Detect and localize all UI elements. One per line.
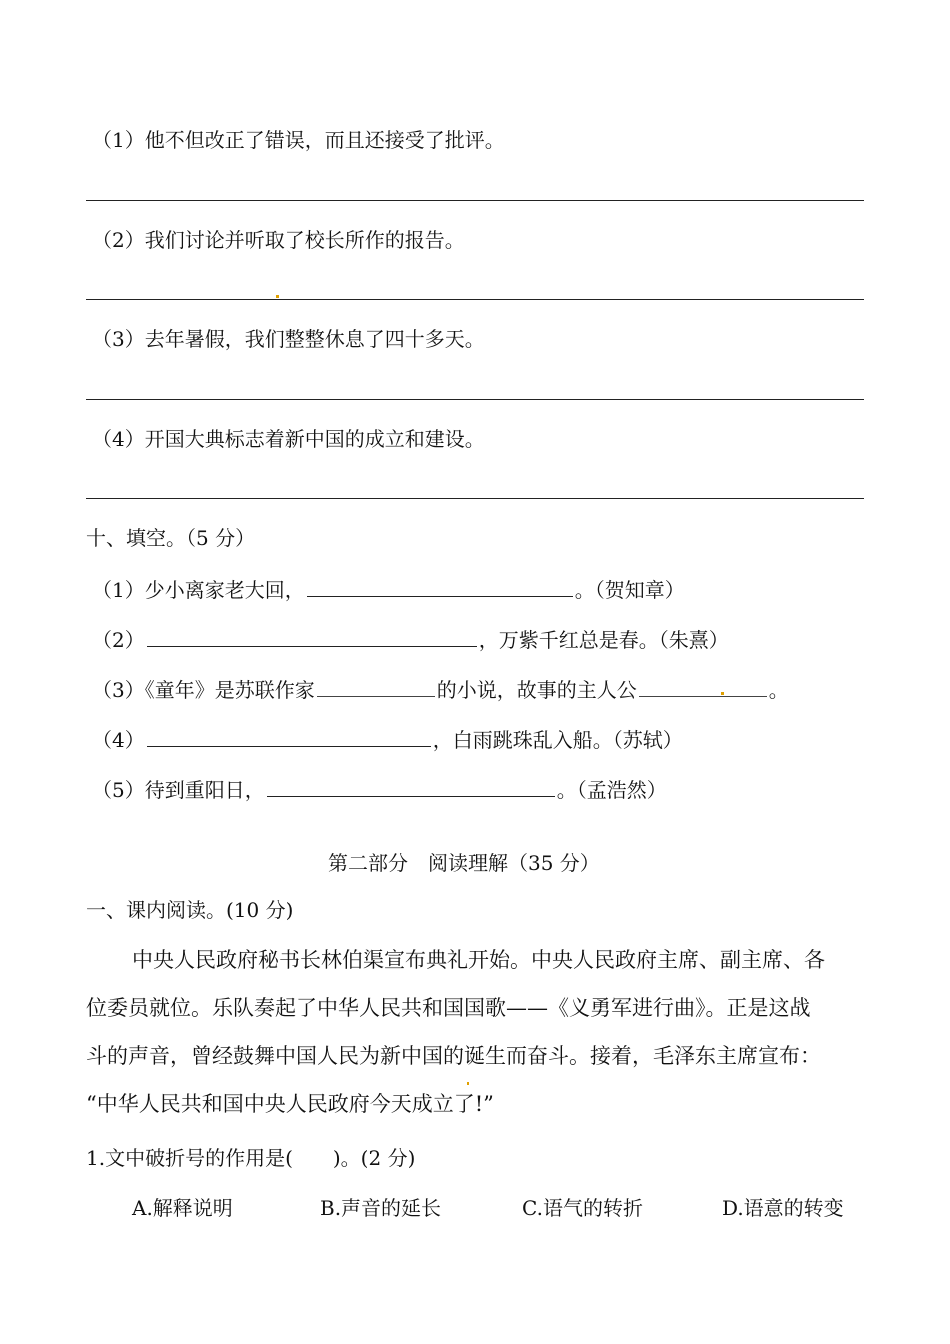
rewrite-item-4: （4）开国大典标志着新中国的成立和建设。 — [92, 427, 485, 451]
fill-q2-suffix: ，万紫千红总是春。（朱熹） — [478, 628, 729, 652]
fill-q2-blank[interactable] — [147, 626, 477, 647]
option-c[interactable]: C.语气的转折 — [522, 1196, 643, 1220]
passage-line: 中央人民政府秘书长林伯渠宣布典礼开始。中央人民政府主席、副主席、各 — [132, 948, 825, 972]
fill-question-4 — [92, 726, 683, 752]
fill-q5-suffix: 。（孟浩然） — [556, 778, 667, 802]
fill-q5-prefix: （5）待到重阳日， — [92, 778, 265, 802]
fill-question-1 — [92, 576, 685, 602]
answer-line-1[interactable] — [86, 200, 864, 201]
fill-q3-middle: 的小说，故事的主人公 — [436, 678, 637, 702]
answer-line-2[interactable] — [86, 299, 864, 300]
reading-passage — [86, 936, 876, 1128]
option-b[interactable]: B.声音的延长 — [320, 1196, 442, 1220]
fill-q2-prefix: （2） — [92, 628, 145, 652]
fill-q4-suffix: ，白雨跳珠乱入船。（苏轼） — [432, 728, 683, 752]
fill-question-5 — [92, 776, 667, 802]
fill-section-heading: 十、填空。（5 分） — [86, 526, 256, 550]
rewrite-item-2: （2）我们讨论并听取了校长所作的报告。 — [92, 228, 465, 252]
rewrite-item-3: （3）去年暑假，我们整整休息了四十多天。 — [92, 327, 485, 351]
option-d[interactable]: D.语意的转变 — [722, 1196, 844, 1220]
fill-q3-blank-protagonist[interactable] — [639, 676, 767, 697]
fill-q3-prefix: （3）《童年》是苏联作家 — [92, 678, 315, 702]
fill-question-3 — [92, 676, 789, 702]
part2-title: 第二部分 阅读理解（35 分） — [328, 851, 600, 875]
answer-line-3[interactable] — [86, 399, 864, 400]
fill-q3-suffix: 。 — [768, 678, 789, 702]
fill-q1-blank[interactable] — [307, 576, 573, 597]
rewrite-item-1: （1）他不但改正了错误，而且还接受了批评。 — [92, 128, 505, 152]
fill-q4-prefix: （4） — [92, 728, 145, 752]
question-1: 1.文中破折号的作用是( )。(2 分) — [86, 1146, 416, 1170]
passage-line: “中华人民共和国中央人民政府今天成立了!” — [86, 1092, 494, 1116]
passage-line: 位委员就位。乐队奏起了中华人民共和国国歌——《义勇军进行曲》。正是这战 — [86, 996, 811, 1020]
fill-q3-blank-author[interactable] — [317, 676, 435, 697]
fill-question-2 — [92, 626, 729, 652]
fill-q1-prefix: （1）少小离家老大回， — [92, 578, 305, 602]
stray-mark — [721, 692, 724, 695]
passage-line: 斗的声音，曾经鼓舞中国人民为新中国的诞生而奋斗。接着，毛泽东主席宣布： — [86, 1044, 821, 1068]
stray-mark — [467, 1082, 469, 1085]
option-a[interactable]: A.解释说明 — [132, 1196, 233, 1220]
reading-section-heading: 一、课内阅读。(10 分) — [86, 898, 294, 922]
fill-q4-blank[interactable] — [147, 726, 431, 747]
fill-q5-blank[interactable] — [267, 776, 555, 797]
stray-mark — [276, 295, 279, 298]
fill-q1-suffix: 。（贺知章） — [574, 578, 685, 602]
answer-line-4[interactable] — [86, 498, 864, 499]
